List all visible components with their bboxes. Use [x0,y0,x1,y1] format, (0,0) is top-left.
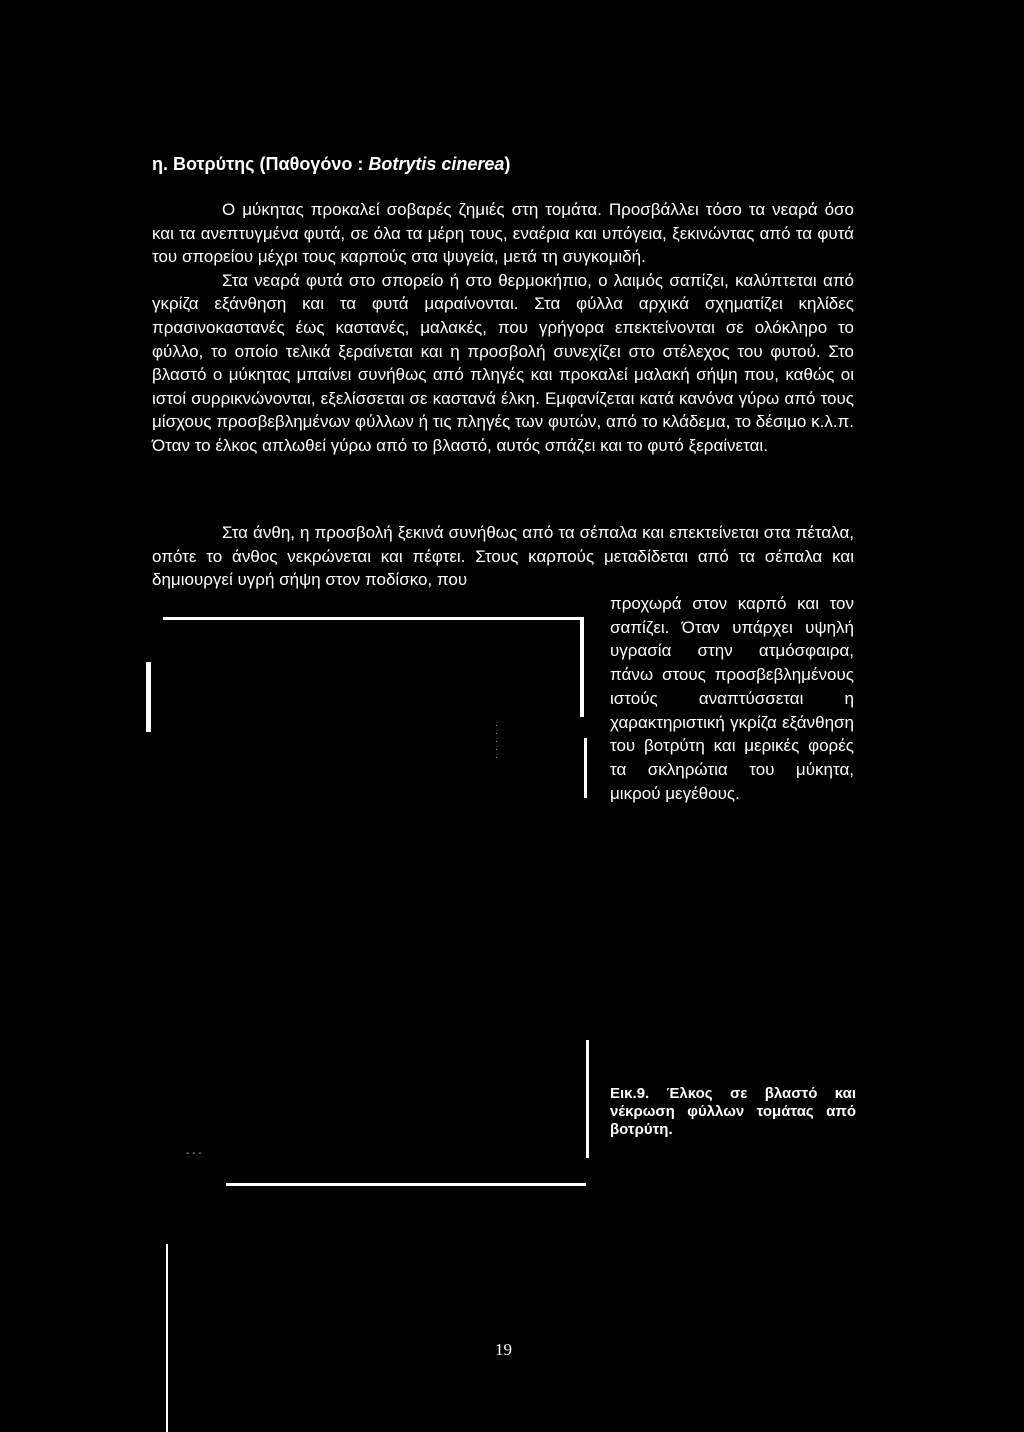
section-heading: η. Βοτρύτης (Παθογόνο : Botrytis cinerea) [152,154,511,174]
figure-left-border [146,662,151,732]
figure-right-border-mid [584,738,587,798]
figure-right-border-low [586,1040,589,1158]
figure-top-border [163,617,583,620]
figure-artifact-dots: · · · · · [495,720,499,763]
page-number: 19 [495,1340,512,1359]
paragraph-intro: Ο μύκητας προκαλεί σοβαρές ζημιές στη τομάτα. Προσβάλλει τόσο τα νεαρά όσο και τα ανεπτυγμένα φυτά, σε όλα τα μέρη τους, εναέρια και υπόγεια, ξεκινώντας από τα φυτά του σπορείου μέχρι τους καρπούς στα ψυγεία, μετά τη συγκομιδή. [152,200,854,267]
paragraph-symptoms: Στα νεαρά φυτά στο σπορείο ή στο θερμοκήπιο, ο λαιμός σαπίζει, καλύπτεται από γκρίζα εξάνθηση και τα φυτά μαραίνονται. Στα φύλλα αρχικά σχηματίζει κηλίδες πρασινοκαστανές έως καστανές, μαλακές, που γρήγορα επεκτείνονται σε ολόκληρο το φύλλο, το οποίο τελικά ξεραίνεται και η προσβολή συνεχίζει στο στέλεχος του φυτού. Στο βλαστό ο μύκητας μπαίνει συνήθως από πληγές και προκαλεί μαλακή σήψη που, καθώς οι ιστοί συρρικνώνονται, εξελίσσεται σε καστανά έλκη. Εμφανίζεται κατά κανόνα γύρω από τους μίσχους προσβεβλημένων φύλλων ή τις πληγές των φυτών, από το κλάδεμα, το δέσιμο κ.λ.π. Όταν το έλκος απλωθεί γύρω από το βλαστό, αυτός σπάζει και το φυτό ξεραίνεται. [152,270,854,455]
page-left-rule [166,1244,168,1432]
figure-bottom-border [226,1183,586,1186]
latin-name: Botrytis cinerea [368,154,505,174]
paragraph-side-column: προχωρά στον καρπό και τον σαπίζει. Όταν υπάρχει υψηλή υγρασία στην ατμόσφαιρα, πάνω στους προσβεβλημένους ιστούς αναπτύσσεται η χαρακτηριστική γκρίζα εξάνθηση του βοτρύτη και μερικές φορές τα σκληρώτια του μύκητα, μικρού μεγέθους. [610,594,854,803]
paragraph-flowers: Στα άνθη, η προσβολή ξεκινά συνήθως από τα σέπαλα και επεκτείνεται στα πέταλα, οπότε το άνθος νεκρώνεται και πέφτει. Στους καρπούς μεταδίδεται από τα σέπαλα και δημιουργεί υγρή σήψη στον ποδίσκο, που [152,523,854,590]
paragraph-block-2 [152,521,854,592]
figure-right-border-top [580,617,584,717]
figure-caption: Εικ.9. Έλκος σε βλαστό και νέκρωση φύλλων τομάτας από βοτρύτη. [610,1085,856,1138]
figure-artifact-dash: - - - [186,1148,202,1159]
paragraph-block-1 [152,198,854,458]
